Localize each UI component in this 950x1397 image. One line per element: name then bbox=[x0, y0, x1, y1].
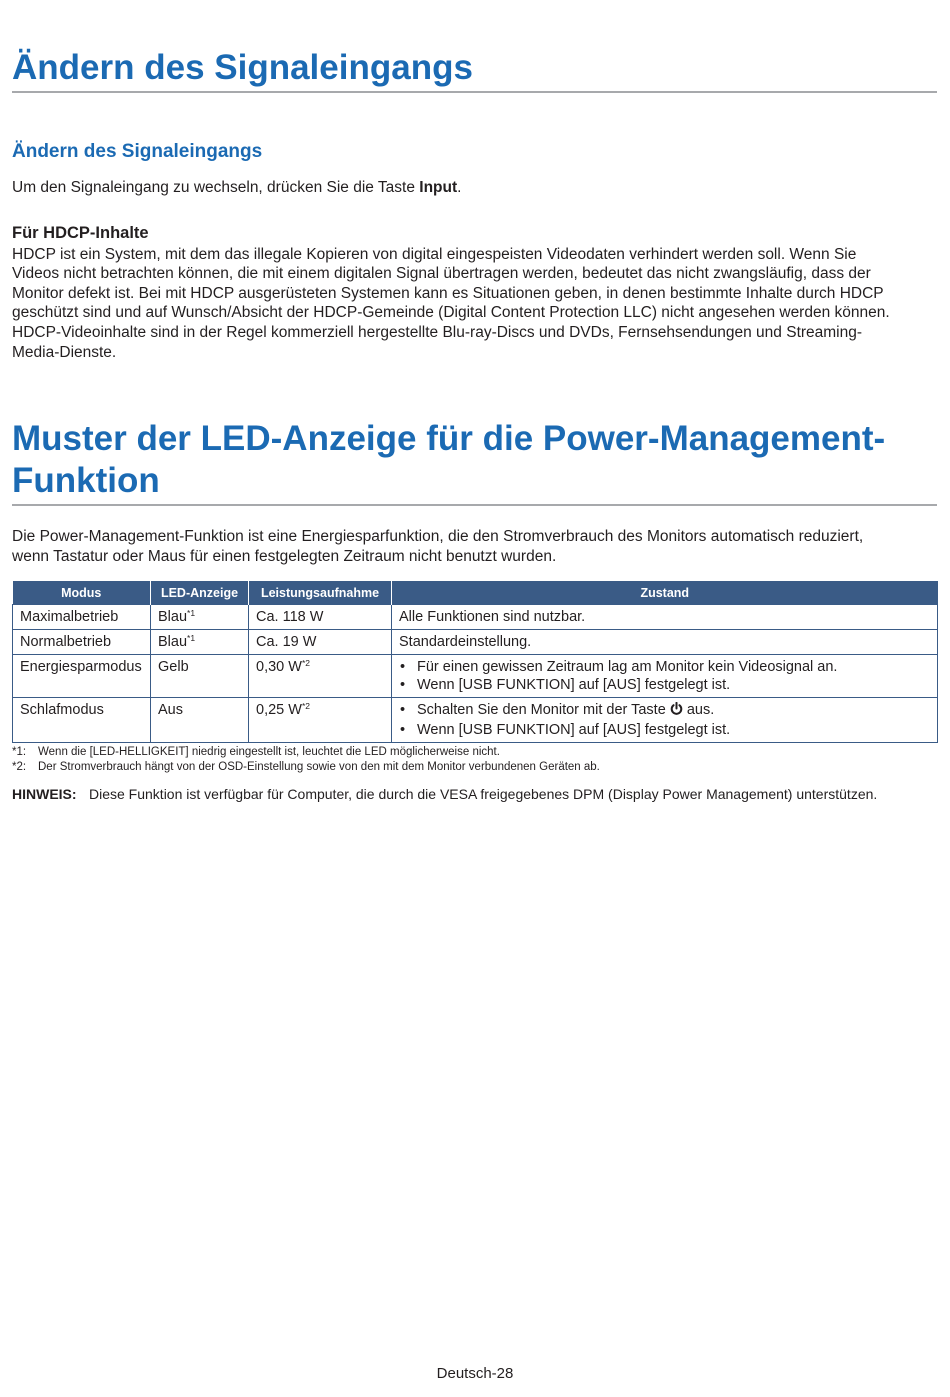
power-mode-table bbox=[12, 581, 938, 743]
section-title-signal-input: Ändern des Signaleingangs bbox=[12, 47, 937, 93]
list-item: • Wenn [USB FUNKTION] auf [AUS] festgelegt ist. bbox=[409, 721, 930, 739]
section-title-power-management bbox=[12, 418, 937, 506]
power-management-intro bbox=[12, 527, 937, 566]
cell-state bbox=[392, 655, 938, 698]
bullet-text-end: aus. bbox=[682, 702, 715, 719]
column-header-led: LED-Anzeige bbox=[151, 581, 249, 605]
hdcp-line: Media-Dienste. bbox=[12, 343, 117, 361]
footnote bbox=[12, 760, 937, 775]
hdcp-line: geschützt sind und auf Wunsch/Absicht der HDCP-Gemeinde (Digital Content Protection LLC) nicht angesehen werden können. bbox=[12, 304, 890, 322]
column-header-power: Leistungsaufnahme bbox=[249, 581, 392, 605]
footnote-text: Der Stromverbrauch hängt von der OSD-Einstellung sowie von den mit dem Monitor verbundenen Geräten ab. bbox=[38, 761, 600, 774]
input-key-name: Input bbox=[419, 179, 458, 196]
intro-line: wenn Tastatur oder Maus für einen festgelegten Zeitraum nicht benutzt wurden. bbox=[12, 547, 557, 565]
cell-power bbox=[249, 655, 392, 698]
cell-led: Aus bbox=[151, 698, 249, 743]
footnote-mark: *1: bbox=[12, 746, 27, 759]
table-header-row bbox=[13, 581, 938, 605]
led-value: Blau bbox=[158, 609, 188, 626]
state-list bbox=[399, 658, 930, 694]
intro-line: Die Power-Management-Funktion ist eine Energiesparfunktion, die den Stromverbrauch des Monitors automatisch reduziert, bbox=[12, 528, 864, 546]
footnote-ref: *2 bbox=[301, 658, 310, 669]
footnote-ref: *1 bbox=[187, 633, 196, 644]
column-header-state: Zustand bbox=[392, 581, 938, 605]
cell-mode: Maximalbetrieb bbox=[13, 605, 151, 630]
cell-led: Gelb bbox=[151, 655, 249, 698]
led-value: Blau bbox=[158, 634, 188, 651]
cell-mode: Normalbetrieb bbox=[13, 630, 151, 655]
column-header-mode: Modus bbox=[13, 581, 151, 605]
table-row bbox=[13, 630, 938, 655]
table-row bbox=[13, 605, 938, 630]
hdcp-line: Videos nicht betrachten können, die mit einem digitalen Signal übertragen werden, bedeutet das nicht zwangsläufig, dass der bbox=[12, 265, 871, 283]
hdcp-line: Monitor defekt ist. Bei mit HDCP ausgerüsteten Systemen kann es Situationen geben, in denen bestimmte Inhalte durch HDCP bbox=[12, 284, 884, 302]
cell-power: Ca. 118 W bbox=[249, 605, 392, 630]
footnote-text: Wenn die [LED-HELLIGKEIT] niedrig eingestellt ist, leuchtet die LED möglicherweise nicht. bbox=[38, 746, 500, 759]
cell-power: Ca. 19 W bbox=[249, 630, 392, 655]
power-value: 0,30 W bbox=[256, 659, 302, 676]
list-item bbox=[409, 701, 930, 721]
page bbox=[12, 0, 937, 803]
footnote-ref: *2 bbox=[301, 701, 310, 712]
instruction-text: Um den Signaleingang zu wechseln, drücken Sie die Taste bbox=[12, 179, 420, 196]
footnotes bbox=[12, 745, 937, 775]
list-item: • Für einen gewissen Zeitraum lag am Monitor kein Videosignal an. bbox=[409, 658, 930, 676]
footnote bbox=[12, 745, 937, 760]
cell-mode: Energiesparmodus bbox=[13, 655, 151, 698]
state-list bbox=[399, 701, 930, 739]
bullet-text: Schalten Sie den Monitor mit der Taste bbox=[417, 702, 670, 719]
subsection-title-signal-input: Ändern des Signaleingangs bbox=[12, 141, 263, 162]
instruction-end: . bbox=[457, 179, 462, 196]
cell-state: Alle Funktionen sind nutzbar. bbox=[392, 605, 938, 630]
page-footer: Deutsch-28 bbox=[436, 1365, 514, 1382]
footnote-ref: *1 bbox=[187, 608, 196, 619]
hdcp-heading: Für HDCP-Inhalte bbox=[12, 223, 149, 242]
note-text: Diese Funktion ist verfügbar für Computer, die durch die VESA freigegebenes DPM (Display Power Management) unterstützen. bbox=[89, 786, 878, 803]
table-row bbox=[13, 655, 938, 698]
footnote-mark: *2: bbox=[12, 761, 27, 774]
cell-mode: Schlafmodus bbox=[13, 698, 151, 743]
note-label: HINWEIS: bbox=[12, 786, 77, 803]
power-value: 0,25 W bbox=[256, 702, 302, 719]
title-line: Funktion bbox=[12, 461, 160, 501]
title-line: Muster der LED-Anzeige für die Power-Management- bbox=[12, 419, 886, 459]
list-item: • Wenn [USB FUNKTION] auf [AUS] festgelegt ist. bbox=[409, 676, 930, 694]
signal-input-instruction bbox=[12, 178, 937, 198]
hdcp-paragraph bbox=[12, 245, 937, 363]
cell-state: Standardeinstellung. bbox=[392, 630, 938, 655]
note bbox=[12, 785, 937, 803]
cell-power bbox=[249, 698, 392, 743]
cell-led bbox=[151, 630, 249, 655]
hdcp-line: HDCP ist ein System, mit dem das illegale Kopieren von digital eingespeisten Videodaten verhindert werden soll. Wenn Sie bbox=[12, 245, 857, 263]
hdcp-line: HDCP-Videoinhalte sind in der Regel kommerziell hergestellte Blu-ray-Discs und DVDs, Fernsehsendungen und Streaming- bbox=[12, 323, 863, 341]
power-icon bbox=[670, 702, 683, 721]
table-row bbox=[13, 698, 938, 743]
cell-led bbox=[151, 605, 249, 630]
cell-state bbox=[392, 698, 938, 743]
